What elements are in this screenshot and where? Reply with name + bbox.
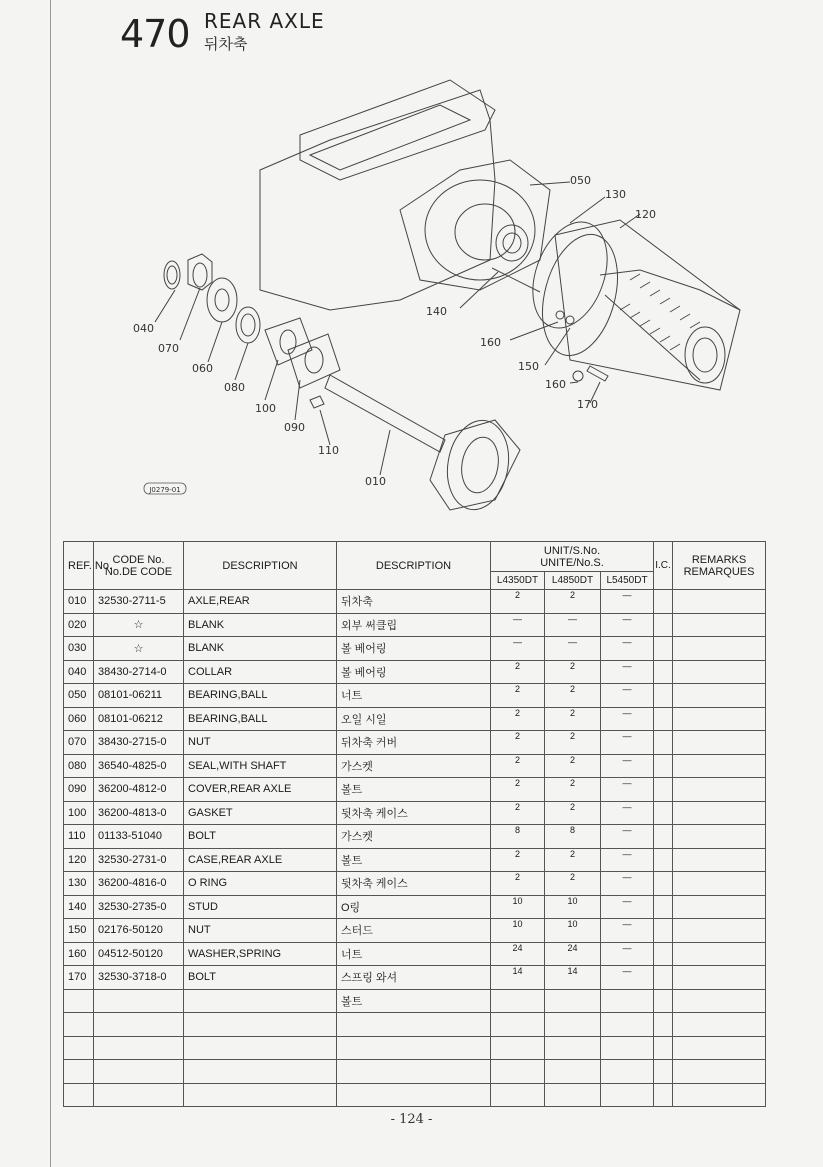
qty-l4350dt-cell: 2 [491,731,545,755]
description-cell [184,1013,337,1037]
callout-140: 140 [426,305,447,318]
qty-l4850dt-cell [545,1036,601,1060]
ref-cell [64,1036,94,1060]
ic-cell [654,1013,673,1037]
ic-cell [654,637,673,661]
remarks-cell [673,989,766,1013]
diagram-stamp: J0279-01 [149,486,181,494]
callout-080: 080 [224,381,245,394]
table-row [64,895,766,919]
korean-description-cell: 뒷차축 케이스 [337,872,491,896]
remarks-cell [673,637,766,661]
ic-cell [654,778,673,802]
table-row [64,825,766,849]
description-cell: BOLT [184,966,337,990]
qty-l4350dt-cell [491,1060,545,1084]
remarks-cell [673,966,766,990]
table-row [64,942,766,966]
qty-l5450dt-cell [601,1083,654,1107]
ref-cell: 140 [64,895,94,919]
table-row [64,801,766,825]
table-row [64,1036,766,1060]
korean-description-cell: 너트 [337,942,491,966]
description-cell: SEAL,WITH SHAFT [184,754,337,778]
ref-cell [64,1013,94,1037]
korean-description-cell: 뒤차축 [337,590,491,614]
qty-l5450dt-cell: — [601,872,654,896]
callout-070: 070 [158,342,179,355]
qty-l4850dt-cell: 14 [545,966,601,990]
code-cell [94,1083,184,1107]
description-cell [184,1036,337,1060]
table-row [64,919,766,943]
code-cell: 38430-2714-0 [94,660,184,684]
qty-l5450dt-cell: — [601,825,654,849]
ic-cell [654,684,673,708]
qty-l4850dt-cell: — [545,613,601,637]
callout-110: 110 [318,444,339,457]
table-row [64,731,766,755]
korean-description-cell: 오일 시일 [337,707,491,731]
table-row [64,778,766,802]
code-cell [94,1060,184,1084]
callout-060: 060 [192,362,213,375]
callout-170: 170 [577,398,598,411]
qty-l4850dt-cell: 10 [545,919,601,943]
group-number: 470 [120,12,190,56]
table-row [64,613,766,637]
callout-120: 120 [635,208,656,221]
table-row [64,1060,766,1084]
description-cell [184,989,337,1013]
table-row [64,754,766,778]
qty-l5450dt-cell: — [601,684,654,708]
qty-l4850dt-cell: 2 [545,848,601,872]
qty-l5450dt-cell: — [601,731,654,755]
callout-040: 040 [133,322,154,335]
header-description-en: DESCRIPTION [184,542,337,590]
callout-010: 010 [365,475,386,488]
page-number: - 124 - [390,1112,433,1127]
qty-l4350dt-cell: 10 [491,919,545,943]
header-remarks: REMARKS REMARQUES [673,542,766,590]
korean-description-cell: 스터드 [337,919,491,943]
code-cell [94,989,184,1013]
qty-l4350dt-cell [491,1013,545,1037]
qty-l5450dt-cell: — [601,590,654,614]
table-row [64,848,766,872]
table-row [64,989,766,1013]
description-cell: BEARING,BALL [184,684,337,708]
qty-l5450dt-cell: — [601,895,654,919]
korean-description-cell: 볼트 [337,848,491,872]
ic-cell [654,895,673,919]
ref-cell: 150 [64,919,94,943]
ref-cell: 040 [64,660,94,684]
qty-l4350dt-cell [491,1036,545,1060]
qty-l4850dt-cell: 2 [545,590,601,614]
qty-l4350dt-cell: 2 [491,754,545,778]
callout-050: 050 [570,174,591,187]
ic-cell [654,613,673,637]
table-row [64,590,766,614]
code-cell: 32530-3718-0 [94,966,184,990]
header-model-l4850dt: L4850DT [545,572,601,590]
qty-l4350dt-cell: — [491,613,545,637]
ref-cell: 070 [64,731,94,755]
remarks-cell [673,754,766,778]
korean-description-cell: 스프링 와셔 [337,966,491,990]
code-cell: 02176-50120 [94,919,184,943]
ref-cell: 110 [64,825,94,849]
korean-description-cell [337,1013,491,1037]
code-cell: 36200-4813-0 [94,801,184,825]
description-cell [184,1060,337,1084]
code-cell: ☆ [94,637,184,661]
description-cell: BLANK [184,637,337,661]
ref-cell [64,989,94,1013]
qty-l5450dt-cell: — [601,637,654,661]
description-cell: AXLE,REAR [184,590,337,614]
qty-l4850dt-cell [545,989,601,1013]
code-cell: 32530-2711-5 [94,590,184,614]
qty-l5450dt-cell [601,989,654,1013]
qty-l4850dt-cell: 2 [545,778,601,802]
korean-description-cell: 볼 베어링 [337,660,491,684]
ic-cell [654,919,673,943]
page-title: REAR AXLE [204,9,325,33]
ic-cell [654,801,673,825]
qty-l4850dt-cell: 2 [545,872,601,896]
table-row [64,872,766,896]
description-cell: O RING [184,872,337,896]
qty-l4850dt-cell [545,1060,601,1084]
korean-description-cell [337,1036,491,1060]
qty-l4350dt-cell: 8 [491,825,545,849]
table-row [64,684,766,708]
ref-cell [64,1083,94,1107]
qty-l5450dt-cell: — [601,778,654,802]
ref-cell: 030 [64,637,94,661]
callout-130: 130 [605,188,626,201]
code-cell: 08101-06212 [94,707,184,731]
header-description-ko: DESCRIPTION [337,542,491,590]
table-row [64,637,766,661]
qty-l5450dt-cell: — [601,660,654,684]
table-row [64,1083,766,1107]
qty-l4350dt-cell: 2 [491,872,545,896]
qty-l5450dt-cell [601,1060,654,1084]
ref-cell: 120 [64,848,94,872]
remarks-cell [673,1060,766,1084]
qty-l4350dt-cell: 2 [491,848,545,872]
korean-description-cell: 볼 베어링 [337,637,491,661]
remarks-cell [673,1083,766,1107]
page-title-korean: 뒤차축 [204,35,248,53]
qty-l4850dt-cell: 2 [545,660,601,684]
ic-cell [654,942,673,966]
table-row [64,966,766,990]
qty-l4850dt-cell: 2 [545,731,601,755]
remarks-cell [673,707,766,731]
code-cell: 36200-4812-0 [94,778,184,802]
remarks-cell [673,1036,766,1060]
qty-l4850dt-cell: 2 [545,707,601,731]
ref-cell: 160 [64,942,94,966]
ic-cell [654,1036,673,1060]
description-cell: COLLAR [184,660,337,684]
korean-description-cell [337,1060,491,1084]
qty-l4350dt-cell: 24 [491,942,545,966]
qty-l4850dt-cell: 2 [545,684,601,708]
description-cell: STUD [184,895,337,919]
qty-l4850dt-cell [545,1013,601,1037]
qty-l5450dt-cell: — [601,919,654,943]
remarks-cell [673,895,766,919]
header-model-l5450dt: L5450DT [601,572,654,590]
qty-l5450dt-cell: — [601,942,654,966]
qty-l5450dt-cell: — [601,801,654,825]
qty-l4350dt-cell: 2 [491,660,545,684]
ic-cell [654,825,673,849]
qty-l4350dt-cell [491,989,545,1013]
remarks-cell [673,825,766,849]
korean-description-cell: 뒤차축 커버 [337,731,491,755]
qty-l4350dt-cell: 2 [491,684,545,708]
description-cell: BOLT [184,825,337,849]
korean-description-cell: 볼트 [337,989,491,1013]
remarks-cell [673,731,766,755]
ref-cell: 170 [64,966,94,990]
remarks-cell [673,684,766,708]
ic-cell [654,872,673,896]
ic-cell [654,989,673,1013]
description-cell [184,1083,337,1107]
header-ic: I.C. [654,542,673,590]
ref-cell: 090 [64,778,94,802]
remarks-cell [673,660,766,684]
code-cell: 36200-4816-0 [94,872,184,896]
remarks-cell [673,1013,766,1037]
ref-cell: 010 [64,590,94,614]
remarks-cell [673,613,766,637]
ref-cell [64,1060,94,1084]
ic-cell [654,660,673,684]
qty-l5450dt-cell: — [601,966,654,990]
qty-l4850dt-cell: 24 [545,942,601,966]
description-cell: NUT [184,919,337,943]
qty-l5450dt-cell [601,1013,654,1037]
qty-l4350dt-cell: 10 [491,895,545,919]
ic-cell [654,848,673,872]
description-cell: BLANK [184,613,337,637]
header-code: CODE No. No.DE CODE [94,542,184,590]
ic-cell [654,754,673,778]
ref-cell: 080 [64,754,94,778]
description-cell: BEARING,BALL [184,707,337,731]
remarks-cell [673,801,766,825]
ic-cell [654,1083,673,1107]
qty-l5450dt-cell: — [601,707,654,731]
korean-description-cell: 가스켓 [337,825,491,849]
header-ref: REF. No. [64,542,94,590]
remarks-cell [673,919,766,943]
callout-160-lower: 160 [545,378,566,391]
qty-l4350dt-cell: 14 [491,966,545,990]
header-model-l4350dt: L4350DT [491,572,545,590]
code-cell: ☆ [94,613,184,637]
remarks-cell [673,848,766,872]
code-cell: 38430-2715-0 [94,731,184,755]
code-cell: 32530-2731-0 [94,848,184,872]
qty-l4350dt-cell: 2 [491,707,545,731]
qty-l5450dt-cell [601,1036,654,1060]
code-cell [94,1036,184,1060]
qty-l4850dt-cell: — [545,637,601,661]
qty-l4850dt-cell: 8 [545,825,601,849]
parts-table [63,541,766,1107]
table-row [64,660,766,684]
qty-l4850dt-cell: 10 [545,895,601,919]
ic-cell [654,731,673,755]
description-cell: NUT [184,731,337,755]
qty-l4350dt-cell [491,1083,545,1107]
qty-l4850dt-cell: 2 [545,754,601,778]
ic-cell [654,966,673,990]
description-cell: CASE,REAR AXLE [184,848,337,872]
callout-100: 100 [255,402,276,415]
ref-cell: 020 [64,613,94,637]
korean-description-cell: 너트 [337,684,491,708]
code-cell: 08101-06211 [94,684,184,708]
code-cell: 04512-50120 [94,942,184,966]
korean-description-cell: 볼트 [337,778,491,802]
korean-description-cell: 뒷차축 케이스 [337,801,491,825]
korean-description-cell [337,1083,491,1107]
description-cell: GASKET [184,801,337,825]
qty-l4350dt-cell: — [491,637,545,661]
description-cell: WASHER,SPRING [184,942,337,966]
remarks-cell [673,778,766,802]
remarks-cell [673,590,766,614]
ic-cell [654,707,673,731]
ref-cell: 050 [64,684,94,708]
qty-l4350dt-cell: 2 [491,590,545,614]
code-cell: 36540-4825-0 [94,754,184,778]
korean-description-cell: 외부 써클립 [337,613,491,637]
qty-l4850dt-cell: 2 [545,801,601,825]
qty-l4350dt-cell: 2 [491,778,545,802]
remarks-cell [673,872,766,896]
table-row [64,707,766,731]
header-unit: UNIT/S.No. UNITE/No.S. [491,542,654,572]
korean-description-cell: O링 [337,895,491,919]
code-cell: 01133-51040 [94,825,184,849]
code-cell [94,1013,184,1037]
exploded-parts-diagram [100,60,800,530]
ic-cell [654,590,673,614]
qty-l4350dt-cell: 2 [491,801,545,825]
callout-090: 090 [284,421,305,434]
qty-l4850dt-cell [545,1083,601,1107]
ref-cell: 130 [64,872,94,896]
qty-l5450dt-cell: — [601,754,654,778]
ic-cell [654,1060,673,1084]
description-cell: COVER,REAR AXLE [184,778,337,802]
ref-cell: 100 [64,801,94,825]
callout-150: 150 [518,360,539,373]
callout-160-upper: 160 [480,336,501,349]
korean-description-cell: 가스켓 [337,754,491,778]
table-row [64,1013,766,1037]
ref-cell: 060 [64,707,94,731]
qty-l5450dt-cell: — [601,848,654,872]
code-cell: 32530-2735-0 [94,895,184,919]
qty-l5450dt-cell: — [601,613,654,637]
remarks-cell [673,942,766,966]
